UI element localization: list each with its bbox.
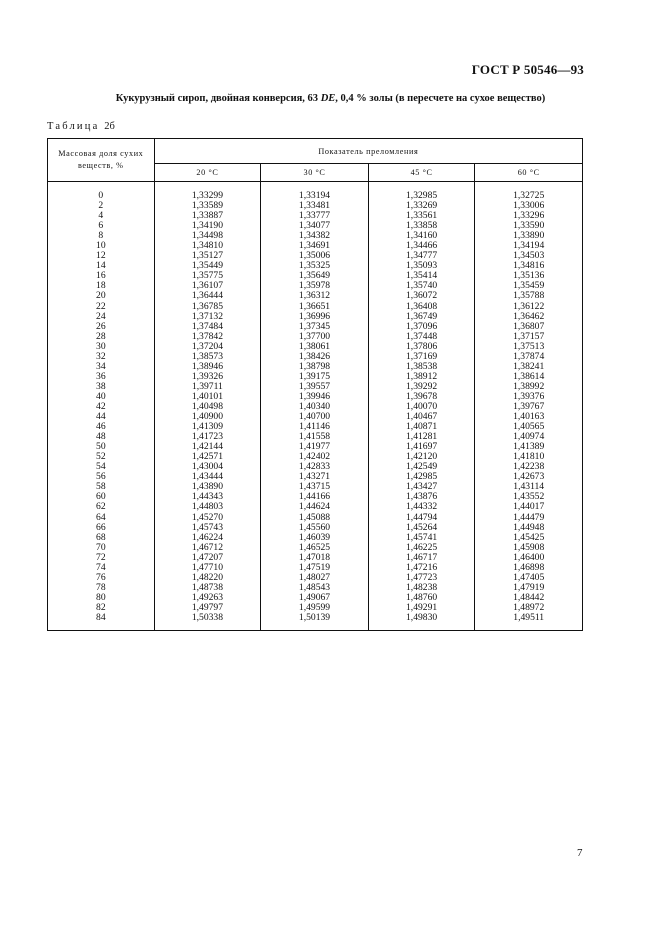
cell-refractive-index: 1,47919 [475, 583, 583, 593]
cell-refractive-index: 1,36122 [475, 302, 583, 312]
cell-refractive-index: 1,37132 [154, 312, 261, 322]
cell-refractive-index: 1,39376 [475, 392, 583, 402]
cell-refractive-index: 1,44479 [475, 513, 583, 523]
cell-refractive-index: 1,37448 [368, 332, 475, 342]
cell-refractive-index: 1,44017 [475, 502, 583, 512]
cell-refractive-index: 1,35136 [475, 271, 583, 281]
cell-refractive-index: 1,37513 [475, 342, 583, 352]
cell-dry-matter: 68 [48, 533, 155, 543]
cell-refractive-index: 1,39946 [261, 392, 369, 402]
cell-refractive-index: 1,41146 [261, 422, 369, 432]
cell-refractive-index: 1,49797 [154, 603, 261, 613]
cell-refractive-index: 1,34194 [475, 241, 583, 251]
cell-refractive-index: 1,43271 [261, 472, 369, 482]
cell-refractive-index: 1,34691 [261, 241, 369, 251]
cell-dry-matter: 76 [48, 573, 155, 583]
cell-refractive-index: 1,35459 [475, 281, 583, 291]
header-dry-matter: Массовая доля сухих веществ, % [48, 139, 155, 182]
cell-refractive-index: 1,39711 [154, 382, 261, 392]
cell-refractive-index: 1,42985 [368, 472, 475, 482]
table-row [48, 502, 583, 512]
cell-refractive-index: 1,37842 [154, 332, 261, 342]
header-temp-20: 20 °С [154, 164, 261, 182]
cell-refractive-index: 1,34810 [154, 241, 261, 251]
cell-refractive-index: 1,39175 [261, 372, 369, 382]
cell-refractive-index: 1,40340 [261, 402, 369, 412]
refractive-index-table [47, 138, 583, 631]
cell-refractive-index: 1,34466 [368, 241, 475, 251]
cell-refractive-index: 1,33269 [368, 201, 475, 211]
cell-refractive-index: 1,48738 [154, 583, 261, 593]
cell-dry-matter: 38 [48, 382, 155, 392]
cell-refractive-index: 1,39678 [368, 392, 475, 402]
cell-refractive-index: 1,35978 [261, 281, 369, 291]
cell-refractive-index: 1,36107 [154, 281, 261, 291]
cell-dry-matter: 40 [48, 392, 155, 402]
cell-refractive-index: 1,48220 [154, 573, 261, 583]
cell-refractive-index: 1,37806 [368, 342, 475, 352]
cell-refractive-index: 1,49830 [368, 613, 475, 631]
cell-refractive-index: 1,48972 [475, 603, 583, 613]
cell-refractive-index: 1,43444 [154, 472, 261, 482]
cell-refractive-index: 1,37874 [475, 352, 583, 362]
cell-refractive-index: 1,44624 [261, 502, 369, 512]
cell-refractive-index: 1,32725 [475, 182, 583, 202]
cell-refractive-index: 1,46039 [261, 533, 369, 543]
cell-refractive-index: 1,50139 [261, 613, 369, 631]
cell-dry-matter: 24 [48, 312, 155, 322]
cell-refractive-index: 1,34160 [368, 231, 475, 241]
cell-dry-matter: 26 [48, 322, 155, 332]
cell-refractive-index: 1,37169 [368, 352, 475, 362]
cell-refractive-index: 1,34190 [154, 221, 261, 231]
cell-refractive-index: 1,49263 [154, 593, 261, 603]
cell-refractive-index: 1,40974 [475, 432, 583, 442]
cell-refractive-index: 1,42238 [475, 462, 583, 472]
cell-refractive-index: 1,36807 [475, 322, 583, 332]
cell-refractive-index: 1,40163 [475, 412, 583, 422]
cell-dry-matter: 54 [48, 462, 155, 472]
cell-refractive-index: 1,47207 [154, 553, 261, 563]
cell-refractive-index: 1,38912 [368, 372, 475, 382]
cell-refractive-index: 1,43552 [475, 492, 583, 502]
cell-dry-matter: 20 [48, 291, 155, 301]
cell-refractive-index: 1,40871 [368, 422, 475, 432]
cell-refractive-index: 1,46525 [261, 543, 369, 553]
cell-refractive-index: 1,34777 [368, 251, 475, 261]
cell-refractive-index: 1,40700 [261, 412, 369, 422]
cell-refractive-index: 1,46898 [475, 563, 583, 573]
cell-dry-matter: 50 [48, 442, 155, 452]
cell-refractive-index: 1,35775 [154, 271, 261, 281]
cell-refractive-index: 1,43876 [368, 492, 475, 502]
cell-refractive-index: 1,34498 [154, 231, 261, 241]
cell-refractive-index: 1,37157 [475, 332, 583, 342]
cell-refractive-index: 1,48442 [475, 593, 583, 603]
cell-refractive-index: 1,41723 [154, 432, 261, 442]
title-de-abbreviation: DE [320, 93, 336, 104]
cell-refractive-index: 1,48027 [261, 573, 369, 583]
cell-dry-matter: 34 [48, 362, 155, 372]
cell-dry-matter: 30 [48, 342, 155, 352]
cell-refractive-index: 1,45743 [154, 523, 261, 533]
cell-dry-matter: 66 [48, 523, 155, 533]
cell-refractive-index: 1,33194 [261, 182, 369, 202]
table-row [48, 182, 583, 202]
cell-refractive-index: 1,34503 [475, 251, 583, 261]
cell-refractive-index: 1,38992 [475, 382, 583, 392]
cell-dry-matter: 32 [48, 352, 155, 362]
cell-dry-matter: 48 [48, 432, 155, 442]
cell-refractive-index: 1,38426 [261, 352, 369, 362]
cell-refractive-index: 1,36408 [368, 302, 475, 312]
cell-refractive-index: 1,35325 [261, 261, 369, 271]
cell-refractive-index: 1,47018 [261, 553, 369, 563]
cell-refractive-index: 1,48238 [368, 583, 475, 593]
table-row [48, 291, 583, 301]
cell-refractive-index: 1,36462 [475, 312, 583, 322]
cell-refractive-index: 1,38241 [475, 362, 583, 372]
cell-refractive-index: 1,35788 [475, 291, 583, 301]
cell-refractive-index: 1,33561 [368, 211, 475, 221]
cell-refractive-index: 1,49291 [368, 603, 475, 613]
cell-refractive-index: 1,47216 [368, 563, 475, 573]
cell-refractive-index: 1,46224 [154, 533, 261, 543]
table-row [48, 613, 583, 631]
cell-refractive-index: 1,44343 [154, 492, 261, 502]
cell-refractive-index: 1,40101 [154, 392, 261, 402]
cell-refractive-index: 1,36312 [261, 291, 369, 301]
cell-dry-matter: 58 [48, 482, 155, 492]
cell-refractive-index: 1,36749 [368, 312, 475, 322]
cell-refractive-index: 1,36072 [368, 291, 475, 301]
cell-dry-matter: 80 [48, 593, 155, 603]
cell-refractive-index: 1,39292 [368, 382, 475, 392]
cell-refractive-index: 1,47710 [154, 563, 261, 573]
cell-refractive-index: 1,43715 [261, 482, 369, 492]
cell-refractive-index: 1,40900 [154, 412, 261, 422]
cell-refractive-index: 1,42549 [368, 462, 475, 472]
cell-refractive-index: 1,40070 [368, 402, 475, 412]
cell-dry-matter: 6 [48, 221, 155, 231]
cell-refractive-index: 1,41977 [261, 442, 369, 452]
cell-refractive-index: 1,42402 [261, 452, 369, 462]
cell-dry-matter: 70 [48, 543, 155, 553]
cell-refractive-index: 1,47519 [261, 563, 369, 573]
cell-refractive-index: 1,42571 [154, 452, 261, 462]
page-number: 7 [577, 847, 583, 859]
cell-refractive-index: 1,38573 [154, 352, 261, 362]
cell-refractive-index: 1,36785 [154, 302, 261, 312]
cell-refractive-index: 1,47405 [475, 573, 583, 583]
cell-refractive-index: 1,44948 [475, 523, 583, 533]
cell-refractive-index: 1,43427 [368, 482, 475, 492]
cell-refractive-index: 1,35006 [261, 251, 369, 261]
cell-dry-matter: 0 [48, 182, 155, 202]
cell-refractive-index: 1,38061 [261, 342, 369, 352]
cell-dry-matter: 52 [48, 452, 155, 462]
cell-refractive-index: 1,45741 [368, 533, 475, 543]
cell-refractive-index: 1,41389 [475, 442, 583, 452]
cell-refractive-index: 1,35649 [261, 271, 369, 281]
cell-refractive-index: 1,35127 [154, 251, 261, 261]
cell-refractive-index: 1,33589 [154, 201, 261, 211]
cell-refractive-index: 1,41697 [368, 442, 475, 452]
cell-refractive-index: 1,38538 [368, 362, 475, 372]
cell-dry-matter: 56 [48, 472, 155, 482]
cell-dry-matter: 82 [48, 603, 155, 613]
cell-refractive-index: 1,45425 [475, 533, 583, 543]
cell-refractive-index: 1,49067 [261, 593, 369, 603]
cell-dry-matter: 16 [48, 271, 155, 281]
cell-refractive-index: 1,43890 [154, 482, 261, 492]
cell-refractive-index: 1,33858 [368, 221, 475, 231]
cell-dry-matter: 72 [48, 553, 155, 563]
cell-refractive-index: 1,34816 [475, 261, 583, 271]
cell-refractive-index: 1,41810 [475, 452, 583, 462]
cell-refractive-index: 1,43004 [154, 462, 261, 472]
cell-refractive-index: 1,45908 [475, 543, 583, 553]
cell-dry-matter: 60 [48, 492, 155, 502]
header-temp-30: 30 °С [261, 164, 369, 182]
cell-refractive-index: 1,44166 [261, 492, 369, 502]
cell-refractive-index: 1,33590 [475, 221, 583, 231]
table-caption [47, 121, 115, 132]
cell-refractive-index: 1,33299 [154, 182, 261, 202]
cell-refractive-index: 1,45264 [368, 523, 475, 533]
cell-refractive-index: 1,46712 [154, 543, 261, 553]
cell-refractive-index: 1,37096 [368, 322, 475, 332]
cell-refractive-index: 1,38614 [475, 372, 583, 382]
cell-refractive-index: 1,36444 [154, 291, 261, 301]
cell-dry-matter: 8 [48, 231, 155, 241]
cell-refractive-index: 1,44332 [368, 502, 475, 512]
cell-refractive-index: 1,41309 [154, 422, 261, 432]
cell-dry-matter: 42 [48, 402, 155, 412]
cell-refractive-index: 1,47723 [368, 573, 475, 583]
title-text-start: Кукурузный сироп, двойная конверсия, 63 [115, 93, 321, 104]
cell-refractive-index: 1,40498 [154, 402, 261, 412]
cell-refractive-index: 1,39557 [261, 382, 369, 392]
cell-refractive-index: 1,41558 [261, 432, 369, 442]
cell-refractive-index: 1,35449 [154, 261, 261, 271]
cell-refractive-index: 1,37700 [261, 332, 369, 342]
cell-refractive-index: 1,32985 [368, 182, 475, 202]
cell-refractive-index: 1,48760 [368, 593, 475, 603]
cell-refractive-index: 1,46717 [368, 553, 475, 563]
cell-refractive-index: 1,43114 [475, 482, 583, 492]
cell-refractive-index: 1,40467 [368, 412, 475, 422]
table-label-word: Таблица [47, 121, 100, 132]
cell-dry-matter: 44 [48, 412, 155, 422]
cell-refractive-index: 1,44803 [154, 502, 261, 512]
cell-refractive-index: 1,34382 [261, 231, 369, 241]
cell-dry-matter: 18 [48, 281, 155, 291]
cell-refractive-index: 1,37204 [154, 342, 261, 352]
cell-refractive-index: 1,35740 [368, 281, 475, 291]
cell-dry-matter: 74 [48, 563, 155, 573]
cell-dry-matter: 12 [48, 251, 155, 261]
cell-refractive-index: 1,45088 [261, 513, 369, 523]
cell-refractive-index: 1,42833 [261, 462, 369, 472]
cell-dry-matter: 64 [48, 513, 155, 523]
table-label-number: 2б [104, 121, 115, 132]
header-refractive-index: Показатель преломления [154, 139, 582, 164]
cell-refractive-index: 1,38946 [154, 362, 261, 372]
cell-refractive-index: 1,44794 [368, 513, 475, 523]
cell-refractive-index: 1,33777 [261, 211, 369, 221]
cell-dry-matter: 2 [48, 201, 155, 211]
cell-refractive-index: 1,45560 [261, 523, 369, 533]
cell-refractive-index: 1,40565 [475, 422, 583, 432]
cell-refractive-index: 1,41281 [368, 432, 475, 442]
cell-refractive-index: 1,37484 [154, 322, 261, 332]
cell-refractive-index: 1,39326 [154, 372, 261, 382]
header-temp-45: 45 °С [368, 164, 475, 182]
cell-refractive-index: 1,33481 [261, 201, 369, 211]
cell-refractive-index: 1,33006 [475, 201, 583, 211]
cell-refractive-index: 1,48543 [261, 583, 369, 593]
cell-refractive-index: 1,42144 [154, 442, 261, 452]
cell-dry-matter: 84 [48, 613, 155, 631]
cell-refractive-index: 1,39767 [475, 402, 583, 412]
cell-dry-matter: 78 [48, 583, 155, 593]
cell-refractive-index: 1,46225 [368, 543, 475, 553]
standard-number: ГОСТ Р 50546—93 [471, 62, 584, 77]
cell-refractive-index: 1,33890 [475, 231, 583, 241]
cell-refractive-index: 1,45270 [154, 513, 261, 523]
cell-refractive-index: 1,33887 [154, 211, 261, 221]
header-temp-60: 60 °С [475, 164, 583, 182]
cell-refractive-index: 1,42120 [368, 452, 475, 462]
cell-dry-matter: 36 [48, 372, 155, 382]
cell-refractive-index: 1,35093 [368, 261, 475, 271]
cell-refractive-index: 1,36651 [261, 302, 369, 312]
cell-refractive-index: 1,33296 [475, 211, 583, 221]
cell-dry-matter: 10 [48, 241, 155, 251]
cell-dry-matter: 46 [48, 422, 155, 432]
cell-refractive-index: 1,49511 [475, 613, 583, 631]
cell-refractive-index: 1,35414 [368, 271, 475, 281]
cell-refractive-index: 1,49599 [261, 603, 369, 613]
cell-refractive-index: 1,42673 [475, 472, 583, 482]
cell-dry-matter: 22 [48, 302, 155, 312]
cell-dry-matter: 4 [48, 211, 155, 221]
cell-refractive-index: 1,50338 [154, 613, 261, 631]
cell-dry-matter: 14 [48, 261, 155, 271]
cell-refractive-index: 1,46400 [475, 553, 583, 563]
cell-dry-matter: 28 [48, 332, 155, 342]
cell-refractive-index: 1,34077 [261, 221, 369, 231]
cell-dry-matter: 62 [48, 502, 155, 512]
title-text-end: , 0,4 % золы (в пересчете на сухое вещество) [335, 93, 546, 104]
cell-refractive-index: 1,36996 [261, 312, 369, 322]
table-body [48, 182, 583, 631]
table-title [0, 93, 661, 104]
cell-refractive-index: 1,38798 [261, 362, 369, 372]
cell-refractive-index: 1,37345 [261, 322, 369, 332]
